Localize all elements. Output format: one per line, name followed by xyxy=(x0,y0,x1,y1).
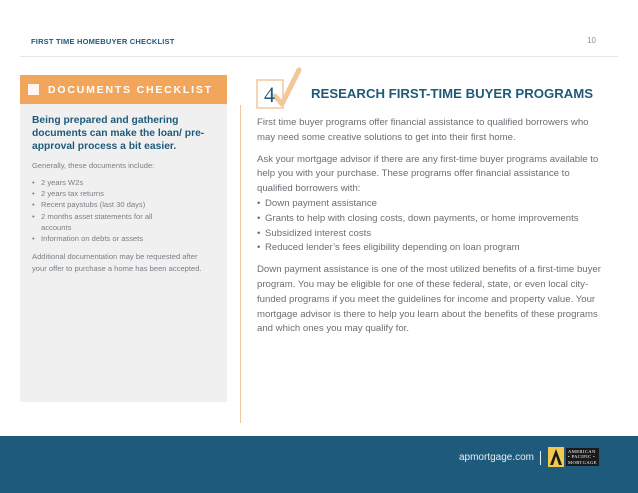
page-number: 10 xyxy=(587,36,596,45)
documents-checklist-sidebar xyxy=(20,75,227,402)
sidebar-banner-title: DOCUMENTS CHECKLIST xyxy=(48,83,213,96)
documents-list xyxy=(32,177,217,244)
step-number: 4 xyxy=(264,82,275,107)
document-header-title: FIRST TIME HOMEBUYER CHECKLIST xyxy=(31,37,175,46)
list-item: • 2 years W2s xyxy=(32,177,217,188)
logo-mark-icon xyxy=(548,447,564,467)
section-divider xyxy=(240,105,241,423)
programs-list xyxy=(257,197,603,256)
list-item: • Reduced lender’s fees eligibility depending on loan program xyxy=(257,241,603,256)
sidebar-note: Additional documentation may be requested after your offer to purchase a home has been accepted. xyxy=(32,252,202,273)
main-content xyxy=(257,116,603,344)
list-item: • Subsidized interest costs xyxy=(257,227,603,242)
list-item: • Information on debts or assets xyxy=(32,233,217,244)
header-divider xyxy=(20,56,618,57)
paragraph: Ask your mortgage advisor if there are any first-time buyer programs available to help you with your purchase. These programs offer financial assistance to qualified borrowers with: xyxy=(257,153,599,195)
footer-separator xyxy=(540,451,541,465)
sidebar-intro-text: Generally, these documents include: xyxy=(32,161,155,170)
website-link[interactable]: apmortgage.com xyxy=(458,452,534,463)
footer xyxy=(0,436,638,493)
paragraph: Down payment assistance is one of the most utilized benefits of a first-time buyer program. You may be eligible for one of these federal, state, or even local city-funded programs if you meet the guidelines for income and property value. Your mortgage advisor is there to help you learn about the benefits of these programs and which ones you may qualify for. xyxy=(257,264,601,335)
logo-wordmark: AMERICAN • PACIFIC • MORTGAGE xyxy=(568,448,597,465)
list-item: • Grants to help with closing costs, down payments, or home improvements xyxy=(257,212,603,227)
step-checkmark-icon xyxy=(255,66,303,110)
sidebar-banner xyxy=(20,75,227,104)
section-heading: RESEARCH FIRST-TIME BUYER PROGRAMS xyxy=(311,86,594,101)
paragraph: First time buyer programs offer financial assistance to qualified borrowers who may need some creative solutions to get into their first home. xyxy=(257,117,589,143)
list-item: • 2 months asset statements for all accounts xyxy=(32,211,172,233)
company-logo xyxy=(548,447,598,467)
sidebar-lead-text: Being prepared and gathering documents can make the loan/ pre-approval process a bit easier. xyxy=(32,115,205,152)
square-icon xyxy=(28,84,39,95)
list-item: • 2 years tax returns xyxy=(32,188,217,199)
list-item: • Recent paystubs (last 30 days) xyxy=(32,199,217,210)
list-item: • Down payment assistance xyxy=(257,197,603,212)
